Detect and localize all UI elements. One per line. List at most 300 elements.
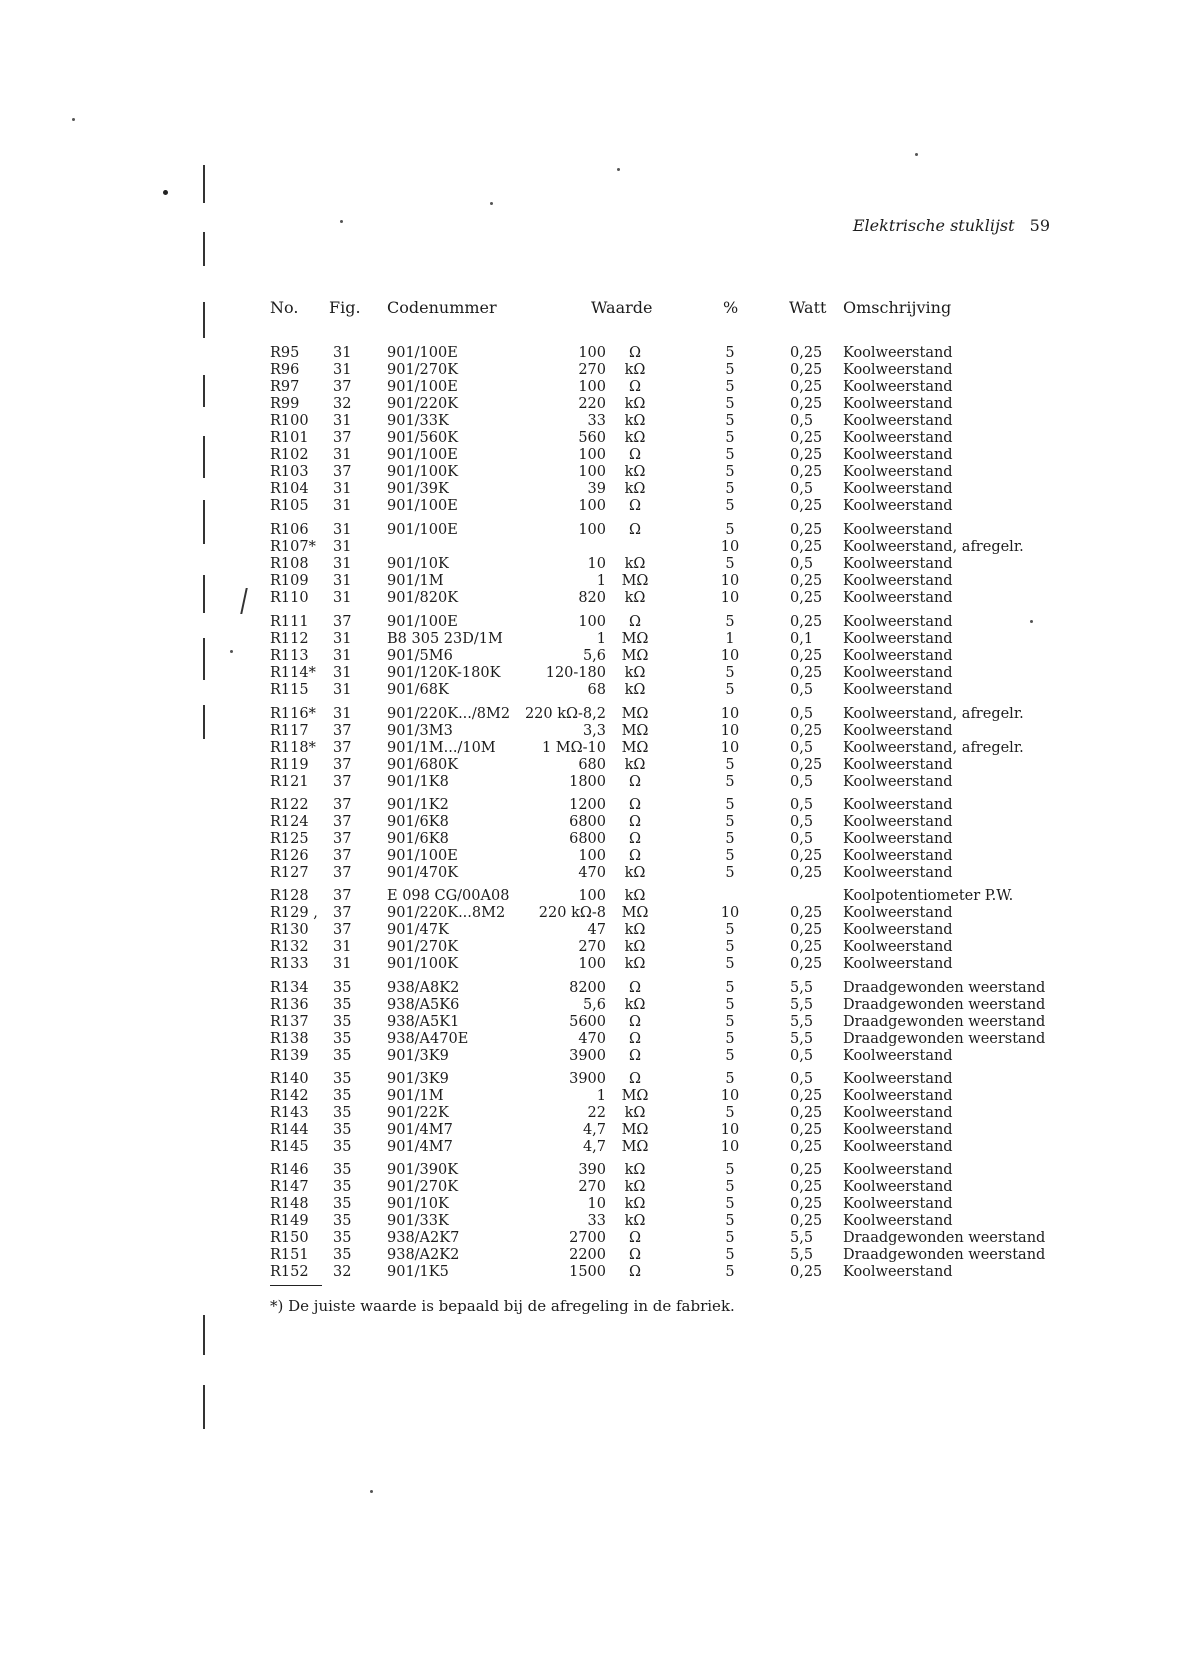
- cell-watt: 0,25: [790, 848, 823, 864]
- cell-pct: 10: [720, 723, 740, 739]
- table-row: [0, 413, 1181, 430]
- cell-no: R144: [270, 1122, 309, 1138]
- cell-unit: kΩ: [624, 1179, 646, 1195]
- cell-desc: Draadgewonden weerstand: [843, 1014, 1046, 1030]
- cell-pct: 5: [725, 498, 735, 514]
- scan-dot: [915, 153, 918, 156]
- table-row: [0, 430, 1181, 447]
- cell-pct: 5: [725, 1230, 735, 1246]
- cell-pct: 5: [725, 481, 735, 497]
- cell-code: 901/33K: [387, 1213, 449, 1229]
- scan-mark: [203, 705, 205, 739]
- scan-mark: [203, 232, 205, 266]
- table-row: [0, 939, 1181, 956]
- cell-fig: 37: [333, 814, 352, 830]
- cell-no: R103: [270, 464, 309, 480]
- cell-code: 901/270K: [387, 1179, 459, 1195]
- cell-pct: 5: [725, 774, 735, 790]
- cell-watt: 0,25: [790, 1213, 823, 1229]
- cell-fig: 35: [333, 1088, 352, 1104]
- cell-fig: 35: [333, 1213, 352, 1229]
- table-row: [0, 865, 1181, 882]
- table-row: [0, 396, 1181, 413]
- cell-no: R118*: [270, 740, 316, 756]
- cell-pct: 5: [725, 939, 735, 955]
- table-row: [0, 814, 1181, 831]
- cell-no: R96: [270, 362, 300, 378]
- cell-unit: MΩ: [621, 1088, 649, 1104]
- cell-no: R106: [270, 522, 309, 538]
- cell-no: R97: [270, 379, 300, 395]
- cell-code: 901/22K: [387, 1105, 449, 1121]
- cell-no: R113: [270, 648, 309, 664]
- cell-fig: 37: [333, 464, 352, 480]
- cell-watt: 0,5: [790, 481, 814, 497]
- col-header-desc: Omschrijving: [843, 298, 952, 317]
- cell-watt: 0,25: [790, 498, 823, 514]
- cell-watt: 0,25: [790, 665, 823, 681]
- cell-code: 901/10K: [387, 556, 449, 572]
- cell-no: R129 ,: [270, 905, 318, 921]
- cell-no: R126: [270, 848, 309, 864]
- cell-no: R122: [270, 797, 309, 813]
- cell-watt: 0,25: [790, 1179, 823, 1195]
- cell-code: 901/100E: [387, 345, 458, 361]
- cell-value: 390: [578, 1162, 606, 1178]
- cell-watt: 0,25: [790, 522, 823, 538]
- cell-no: R142: [270, 1088, 309, 1104]
- cell-pct: 5: [725, 757, 735, 773]
- cell-fig: 31: [333, 345, 352, 361]
- cell-unit: Ω: [628, 1071, 642, 1087]
- cell-unit: kΩ: [624, 1213, 646, 1229]
- cell-fig: 31: [333, 522, 352, 538]
- table-row: [0, 1213, 1181, 1230]
- cell-code: 901/1M: [387, 573, 444, 589]
- cell-desc: Koolweerstand: [843, 682, 953, 698]
- cell-pct: 5: [725, 430, 735, 446]
- cell-unit: kΩ: [624, 396, 646, 412]
- cell-watt: 0,5: [790, 774, 814, 790]
- cell-desc: Koolweerstand: [843, 757, 953, 773]
- cell-pct: 5: [725, 345, 735, 361]
- cell-value: 1800: [569, 774, 606, 790]
- cell-unit: MΩ: [621, 740, 649, 756]
- cell-fig: 35: [333, 1230, 352, 1246]
- cell-desc: Koolweerstand: [843, 1071, 953, 1087]
- cell-pct: 10: [720, 1139, 740, 1155]
- table-row: [0, 706, 1181, 723]
- cell-fig: 37: [333, 831, 352, 847]
- cell-watt: 0,25: [790, 922, 823, 938]
- cell-fig: 37: [333, 740, 352, 756]
- cell-fig: 31: [333, 665, 352, 681]
- cell-pct: 5: [725, 1014, 735, 1030]
- cell-watt: 0,25: [790, 464, 823, 480]
- cell-no: R145: [270, 1139, 309, 1155]
- col-header-value: Waarde: [591, 298, 653, 317]
- cell-no: R108: [270, 556, 309, 572]
- table-row: [0, 1264, 1181, 1281]
- cell-no: R119: [270, 757, 309, 773]
- cell-code: 938/A470E: [387, 1031, 469, 1047]
- cell-watt: 0,25: [790, 939, 823, 955]
- cell-unit: kΩ: [624, 997, 646, 1013]
- cell-unit: MΩ: [621, 706, 649, 722]
- table-row: [0, 797, 1181, 814]
- scan-mark: [203, 165, 205, 203]
- cell-unit: kΩ: [624, 464, 646, 480]
- cell-code: 901/680K: [387, 757, 459, 773]
- cell-value: 560: [578, 430, 606, 446]
- cell-fig: 31: [333, 481, 352, 497]
- cell-unit: kΩ: [624, 1162, 646, 1178]
- cell-no: R110: [270, 590, 309, 606]
- cell-pct: 5: [725, 797, 735, 813]
- cell-code: 901/270K: [387, 362, 459, 378]
- table-row: [0, 539, 1181, 556]
- cell-watt: 0,5: [790, 413, 814, 429]
- table-row: [0, 1014, 1181, 1031]
- cell-desc: Koolweerstand: [843, 723, 953, 739]
- col-header-watt: Watt: [789, 298, 827, 317]
- cell-desc: Draadgewonden weerstand: [843, 997, 1046, 1013]
- cell-watt: 0,5: [790, 797, 814, 813]
- table-row: [0, 1105, 1181, 1122]
- cell-code: 901/1K2: [387, 797, 449, 813]
- cell-no: R104: [270, 481, 309, 497]
- cell-value: 470: [578, 1031, 606, 1047]
- cell-desc: Koolweerstand: [843, 556, 953, 572]
- cell-watt: 0,25: [790, 1162, 823, 1178]
- cell-fig: 35: [333, 997, 352, 1013]
- cell-pct: 5: [725, 848, 735, 864]
- cell-watt: 0,25: [790, 539, 823, 555]
- cell-desc: Draadgewonden weerstand: [843, 980, 1046, 996]
- table-row: [0, 1247, 1181, 1264]
- row-group: [0, 797, 1181, 882]
- cell-watt: 0,5: [790, 706, 814, 722]
- cell-desc: Koolweerstand: [843, 648, 953, 664]
- cell-fig: 31: [333, 498, 352, 514]
- cell-watt: 0,25: [790, 1105, 823, 1121]
- cell-unit: kΩ: [624, 665, 646, 681]
- cell-desc: Koolweerstand: [843, 631, 953, 647]
- cell-no: R114*: [270, 665, 316, 681]
- cell-desc: Koolweerstand: [843, 956, 953, 972]
- cell-unit: Ω: [628, 379, 642, 395]
- cell-fig: 35: [333, 1105, 352, 1121]
- cell-code: 901/4M7: [387, 1122, 453, 1138]
- cell-code: 901/6K8: [387, 814, 449, 830]
- cell-fig: 31: [333, 590, 352, 606]
- cell-value: 100: [578, 447, 606, 463]
- cell-watt: 0,25: [790, 379, 823, 395]
- cell-value: 820: [578, 590, 606, 606]
- table-row: [0, 345, 1181, 362]
- cell-pct: 5: [725, 814, 735, 830]
- cell-desc: Koolweerstand: [843, 1264, 953, 1280]
- cell-desc: Koolweerstand: [843, 774, 953, 790]
- cell-unit: Ω: [628, 1247, 642, 1263]
- cell-desc: Koolweerstand: [843, 1048, 953, 1064]
- table-row: [0, 980, 1181, 997]
- cell-watt: 0,25: [790, 1122, 823, 1138]
- row-group: [0, 888, 1181, 973]
- cell-pct: 5: [725, 1196, 735, 1212]
- cell-no: R132: [270, 939, 309, 955]
- cell-watt: 0,1: [790, 631, 814, 647]
- table-row: [0, 362, 1181, 379]
- cell-unit: MΩ: [621, 631, 649, 647]
- cell-code: 901/100E: [387, 522, 458, 538]
- cell-fig: 31: [333, 956, 352, 972]
- cell-pct: 5: [725, 865, 735, 881]
- table-row: [0, 740, 1181, 757]
- cell-watt: 0,5: [790, 814, 814, 830]
- scan-dot: [230, 650, 233, 653]
- cell-value: 8200: [569, 980, 606, 996]
- cell-value: 33: [587, 413, 606, 429]
- cell-fig: 35: [333, 1196, 352, 1212]
- cell-value: 100: [578, 379, 606, 395]
- cell-no: R127: [270, 865, 309, 881]
- table-row: [0, 447, 1181, 464]
- table-row: [0, 997, 1181, 1014]
- cell-no: R130: [270, 922, 309, 938]
- row-group: [0, 706, 1181, 791]
- cell-value: 1: [596, 631, 606, 647]
- table-row: [0, 522, 1181, 539]
- cell-fig: 31: [333, 573, 352, 589]
- cell-desc: Koolweerstand: [843, 939, 953, 955]
- cell-unit: Ω: [628, 1031, 642, 1047]
- cell-value: 680: [578, 757, 606, 773]
- cell-no: R143: [270, 1105, 309, 1121]
- cell-unit: kΩ: [624, 556, 646, 572]
- cell-desc: Koolweerstand: [843, 430, 953, 446]
- cell-pct: 10: [720, 573, 740, 589]
- cell-fig: 31: [333, 413, 352, 429]
- cell-pct: 5: [725, 1213, 735, 1229]
- cell-fig: 37: [333, 888, 352, 904]
- cell-fig: 31: [333, 447, 352, 463]
- cell-watt: 0,25: [790, 345, 823, 361]
- table-row: [0, 1088, 1181, 1105]
- cell-value: 1: [596, 1088, 606, 1104]
- cell-pct: 5: [725, 922, 735, 938]
- cell-watt: 0,5: [790, 1071, 814, 1087]
- cell-pct: 5: [725, 464, 735, 480]
- cell-watt: 0,25: [790, 614, 823, 630]
- cell-value: 100: [578, 888, 606, 904]
- cell-watt: 5,5: [790, 1014, 814, 1030]
- cell-fig: 35: [333, 1162, 352, 1178]
- cell-fig: 35: [333, 1122, 352, 1138]
- cell-pct: 1: [725, 631, 735, 647]
- cell-value: 6800: [569, 831, 606, 847]
- cell-pct: 5: [725, 831, 735, 847]
- cell-value: 6800: [569, 814, 606, 830]
- cell-code: 901/3M3: [387, 723, 453, 739]
- cell-pct: 5: [725, 1031, 735, 1047]
- cell-pct: 5: [725, 1247, 735, 1263]
- cell-unit: Ω: [628, 498, 642, 514]
- cell-unit: Ω: [628, 1230, 642, 1246]
- scan-mark: [203, 436, 205, 478]
- cell-pct: 5: [725, 413, 735, 429]
- cell-watt: 0,25: [790, 1139, 823, 1155]
- cell-unit: Ω: [628, 1264, 642, 1280]
- cell-pct: 5: [725, 522, 735, 538]
- cell-value: 100: [578, 464, 606, 480]
- cell-pct: 10: [720, 905, 740, 921]
- cell-value: 33: [587, 1213, 606, 1229]
- cell-pct: 5: [725, 997, 735, 1013]
- cell-no: R136: [270, 997, 309, 1013]
- cell-fig: 31: [333, 631, 352, 647]
- col-header-code: Codenummer: [387, 298, 497, 317]
- cell-fig: 37: [333, 797, 352, 813]
- cell-no: R149: [270, 1213, 309, 1229]
- cell-fig: 35: [333, 1048, 352, 1064]
- cell-code: 901/820K: [387, 590, 459, 606]
- cell-desc: Koolpotentiometer P.W.: [843, 888, 1014, 904]
- cell-unit: Ω: [628, 614, 642, 630]
- cell-desc: Koolweerstand: [843, 498, 953, 514]
- scan-dot: [490, 202, 493, 205]
- cell-no: R124: [270, 814, 309, 830]
- cell-value: 1 MΩ-10: [541, 740, 606, 756]
- row-group: [0, 614, 1181, 699]
- cell-value: 22: [587, 1105, 606, 1121]
- cell-desc: Draadgewonden weerstand: [843, 1247, 1046, 1263]
- col-header-pct: %: [723, 298, 739, 317]
- cell-unit: kΩ: [624, 865, 646, 881]
- cell-value: 3,3: [582, 723, 606, 739]
- row-group: [0, 1071, 1181, 1156]
- cell-no: R102: [270, 447, 309, 463]
- cell-unit: kΩ: [624, 1196, 646, 1212]
- col-header-fig: Fig.: [329, 298, 361, 317]
- cell-watt: 0,25: [790, 573, 823, 589]
- cell-value: 5600: [569, 1014, 606, 1030]
- cell-value: 100: [578, 345, 606, 361]
- cell-watt: 0,25: [790, 956, 823, 972]
- cell-pct: 5: [725, 362, 735, 378]
- cell-no: R121: [270, 774, 309, 790]
- scan-dot: [72, 118, 75, 121]
- table-row: [0, 481, 1181, 498]
- cell-code: 901/10K: [387, 1196, 449, 1212]
- cell-code: 901/47K: [387, 922, 449, 938]
- cell-watt: 0,5: [790, 831, 814, 847]
- cell-unit: kΩ: [624, 939, 646, 955]
- cell-code: 901/39K: [387, 481, 449, 497]
- cell-pct: 5: [725, 1071, 735, 1087]
- cell-watt: 0,25: [790, 362, 823, 378]
- table-row: [0, 590, 1181, 607]
- cell-unit: kΩ: [624, 757, 646, 773]
- table-row: [0, 1162, 1181, 1179]
- cell-fig: 35: [333, 1014, 352, 1030]
- cell-code: 938/A5K1: [387, 1014, 460, 1030]
- cell-watt: 0,25: [790, 1264, 823, 1280]
- cell-no: R151: [270, 1247, 309, 1263]
- cell-code: 901/100E: [387, 498, 458, 514]
- cell-desc: Koolweerstand: [843, 831, 953, 847]
- cell-code: 901/100E: [387, 379, 458, 395]
- cell-desc: Draadgewonden weerstand: [843, 1031, 1046, 1047]
- cell-value: 270: [578, 1179, 606, 1195]
- cell-unit: Ω: [628, 1014, 642, 1030]
- cell-code: 938/A8K2: [387, 980, 460, 996]
- cell-pct: 10: [720, 706, 740, 722]
- cell-desc: Koolweerstand: [843, 379, 953, 395]
- row-group: [0, 1162, 1181, 1281]
- cell-value: 39: [587, 481, 606, 497]
- cell-no: R117: [270, 723, 309, 739]
- table-row: [0, 498, 1181, 515]
- cell-unit: kΩ: [624, 413, 646, 429]
- cell-fig: 31: [333, 706, 352, 722]
- cell-no: R150: [270, 1230, 309, 1246]
- table-row: [0, 614, 1181, 631]
- cell-code: 901/1M: [387, 1088, 444, 1104]
- cell-code: 901/4M7: [387, 1139, 453, 1155]
- cell-pct: 5: [725, 556, 735, 572]
- cell-watt: 0,25: [790, 905, 823, 921]
- cell-fig: 31: [333, 556, 352, 572]
- cell-desc: Koolweerstand: [843, 1139, 953, 1155]
- cell-value: 100: [578, 522, 606, 538]
- cell-value: 100: [578, 614, 606, 630]
- row-group: [0, 430, 1181, 515]
- cell-fig: 31: [333, 648, 352, 664]
- footnote: *) De juiste waarde is bepaald bij de afregeling in de fabriek.: [270, 1297, 735, 1315]
- cell-desc: Koolweerstand: [843, 1122, 953, 1138]
- cell-watt: 0,25: [790, 447, 823, 463]
- cell-no: R125: [270, 831, 309, 847]
- cell-unit: Ω: [628, 980, 642, 996]
- table-row: [0, 1230, 1181, 1247]
- cell-desc: Koolweerstand: [843, 614, 953, 630]
- table-row: [0, 831, 1181, 848]
- cell-no: R107*: [270, 539, 316, 555]
- cell-fig: 35: [333, 1179, 352, 1195]
- cell-value: 470: [578, 865, 606, 881]
- cell-unit: MΩ: [621, 1122, 649, 1138]
- cell-no: R128: [270, 888, 309, 904]
- scan-mark: [203, 500, 205, 544]
- cell-watt: 0,25: [790, 648, 823, 664]
- cell-watt: 5,5: [790, 997, 814, 1013]
- cell-value: 220: [578, 396, 606, 412]
- cell-pct: 5: [725, 1162, 735, 1178]
- cell-code: 901/390K: [387, 1162, 459, 1178]
- scan-mark: [203, 1315, 205, 1355]
- cell-value: 68: [587, 682, 606, 698]
- cell-unit: kΩ: [624, 590, 646, 606]
- scan-dot: [370, 1490, 373, 1493]
- cell-no: R133: [270, 956, 309, 972]
- cell-no: R111: [270, 614, 309, 630]
- cell-desc: Koolweerstand, afregelr.: [843, 706, 1024, 722]
- cell-code: 938/A2K2: [387, 1247, 460, 1263]
- cell-desc: Koolweerstand: [843, 464, 953, 480]
- cell-fig: 35: [333, 1139, 352, 1155]
- cell-value: 1200: [569, 797, 606, 813]
